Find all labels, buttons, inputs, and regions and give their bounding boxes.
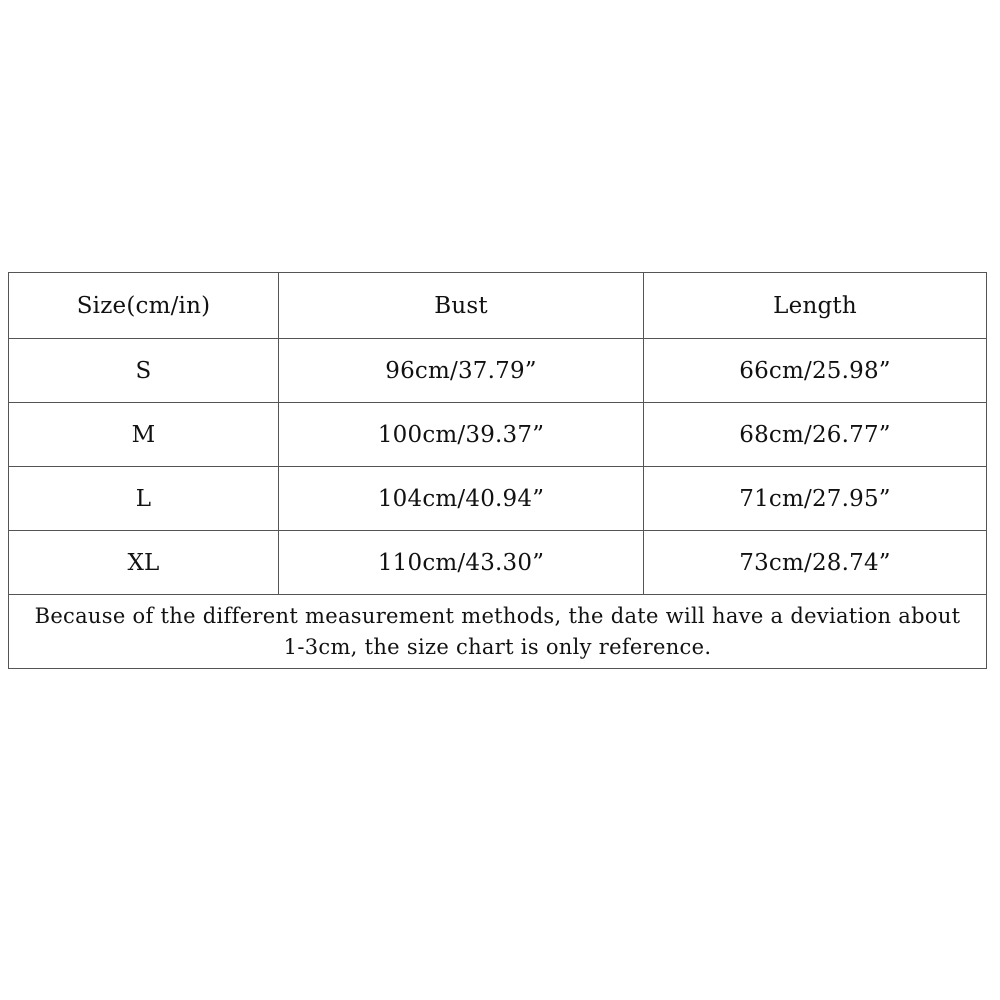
bust-cell: 100cm/39.37” <box>279 403 644 467</box>
length-cell: 68cm/26.77” <box>644 403 987 467</box>
bust-cell: 104cm/40.94” <box>279 467 644 531</box>
size-chart-table <box>8 272 987 669</box>
header-bust: Bust <box>279 273 644 339</box>
bust-cell: 96cm/37.79” <box>279 339 644 403</box>
measurement-note <box>9 595 987 669</box>
length-cell: 66cm/25.98” <box>644 339 987 403</box>
size-cell: S <box>9 339 279 403</box>
length-cell: 73cm/28.74” <box>644 531 987 595</box>
header-size: Size(cm/in) <box>9 273 279 339</box>
header-length: Length <box>644 273 987 339</box>
note-line-1: Because of the different measurement methods, the date will have a deviation about <box>34 603 961 628</box>
table-row <box>9 467 987 531</box>
size-cell: L <box>9 467 279 531</box>
note-line-2: 1-3cm, the size chart is only reference. <box>283 634 712 659</box>
table-row <box>9 531 987 595</box>
table-row <box>9 339 987 403</box>
length-cell: 71cm/27.95” <box>644 467 987 531</box>
table-note-row <box>9 595 987 669</box>
size-cell: M <box>9 403 279 467</box>
size-cell: XL <box>9 531 279 595</box>
table-row <box>9 403 987 467</box>
table-header-row <box>9 273 987 339</box>
bust-cell: 110cm/43.30” <box>279 531 644 595</box>
